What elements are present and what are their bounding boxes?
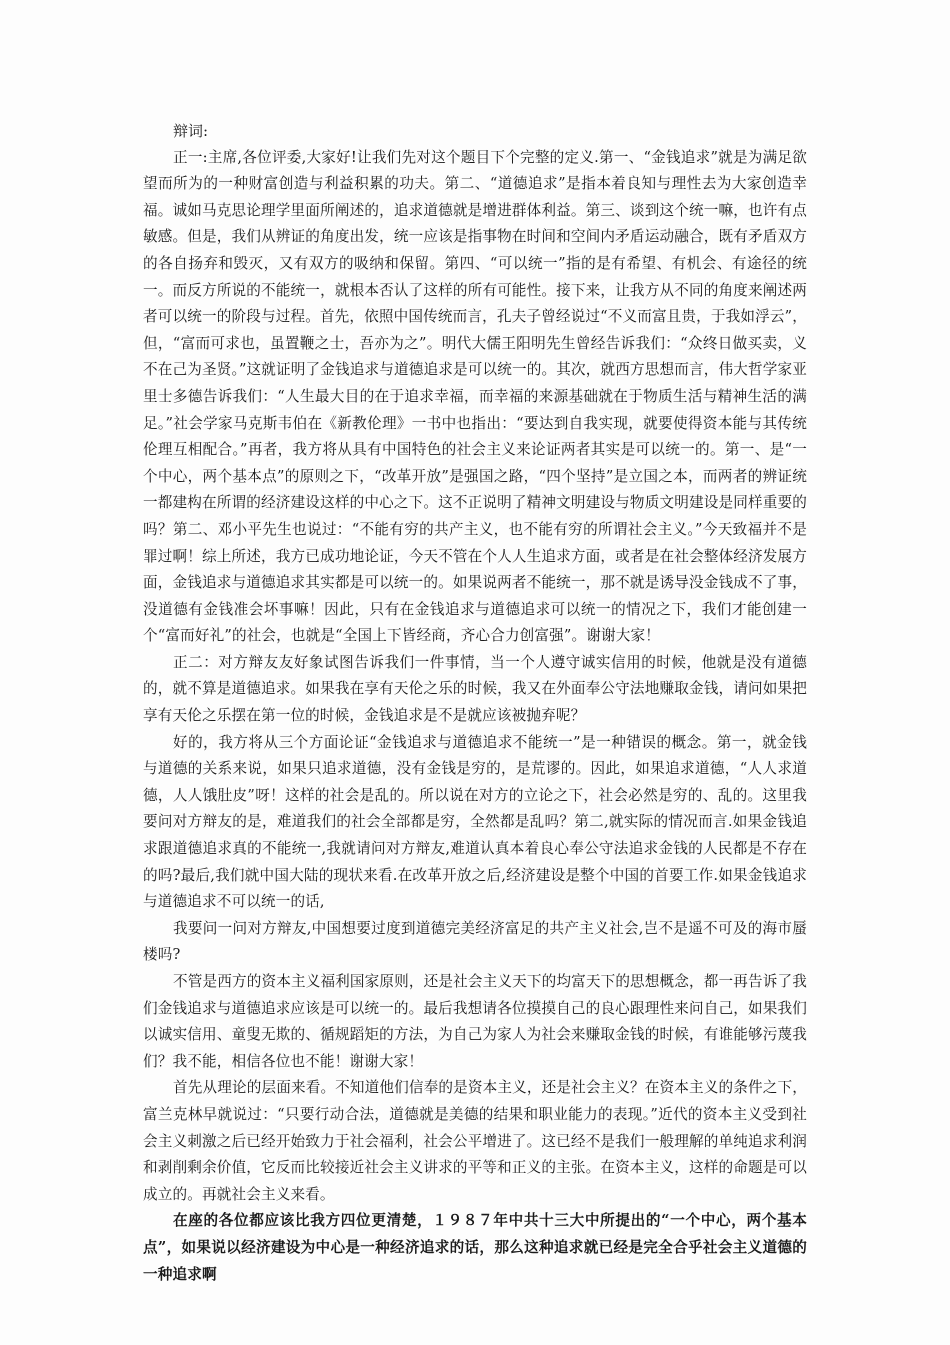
document-body bbox=[143, 118, 807, 1288]
paragraph-6: 首先从理论的层面来看。不知道他们信奉的是资本主义，还是社会主义？在资本主义的条件之下，富兰克林早就说过：“只要行动合法，道德就是美德的结果和职业能力的表现。”近代的资本主义受到社会主义刺激之后已经开始致力于社会福利，社会公平增进了。这已经不是我们一般理解的单纯追求利润和剥削剩余价值，它反而比较接近社会主义讲求的平等和正义的主张。在资本主义，这样的命题是可以成立的。再就社会主义来看。 bbox=[143, 1079, 807, 1203]
paragraph-4: 我要问一问对方辩友,中国想要过度到道德完美经济富足的共产主义社会,岂不是遥不可及的海市蜃楼吗? bbox=[143, 919, 807, 964]
document-heading: 辩词: bbox=[173, 122, 209, 140]
paragraph-7: 在座的各位都应该比我方四位更清楚，１９８７年中共十三大中所提出的“一个中心，两个基本点”，如果说以经济建设为中心是一种经济追求的话，那么这种追求就已经是完全合乎社会主义道德的一种追求啊 bbox=[143, 1212, 807, 1283]
paragraph-3: 好的，我方将从三个方面论证“金钱追求与道德追求不能统一”是一种错误的概念。第一，就金钱与道德的关系来说，如果只追求道德，没有金钱是穷的，是荒谬的。因此，如果追求道德，“人人求道德，人人饿肚皮”呀！这样的社会是乱的。所以说在对方的立论之下，社会必然是穷的、乱的。这里我要问对方辩友的是，难道我们的社会全部都是穷，全然都是乱吗？第二,就实际的情况而言.如果金钱追求跟道德追求真的不能统一,我就请问对方辩友,难道认真本着良心奉公守法追求金钱的人民都是不存在的吗?最后,我们就中国大陆的现状来看.在改革开放之后,经济建设是整个中国的首要工作.如果金钱追求与道德追求不可以统一的话, bbox=[143, 733, 807, 911]
paragraph-5: 不管是西方的资本主义福利国家原则，还是社会主义天下的均富天下的思想概念，都一再告诉了我们金钱追求与道德追求应该是可以统一的。最后我想请各位摸摸自己的良心跟理性来问自己，如果我们以诚实信用、童叟无欺的、循规蹈矩的方法，为自己为家人为社会来赚取金钱的时候，有谁能够污蔑我们？我不能，相信各位也不能！谢谢大家！ bbox=[143, 973, 807, 1070]
paragraph-2: 正二：对方辩友友好象试图告诉我们一件事情，当一个人遵守诚实信用的时候，他就是没有道德的，就不算是道德追求。如果我在享有天伦之乐的时候，我又在外面奉公守法地赚取金钱，请问如果把享有天伦之乐摆在第一位的时候，金钱追求是不是就应该被抛弃呢？ bbox=[143, 653, 807, 725]
paragraph-1: 正一:主席,各位评委,大家好!让我们先对这个题目下个完整的定义.第一、“金钱追求”就是为满足欲望而所为的一种财富创造与利益积累的功夫。第二、“道德追求”是指本着良知与理性去为大家创造幸福。诚如马克思论理学里面所阐述的，追求道德就是增进群体利益。第三、谈到这个统一嘛，也许有点敏感。但是，我们从辨证的角度出发，统一应该是指事物在时间和空间内矛盾运动融合，既有矛盾双方的各自扬弃和毁灭，又有双方的吸纳和保留。第四、“可以统一”指的是有希望、有机会、有途径的统一。而反方所说的不能统一，就根本否认了这样的所有可能性。接下来，让我方从不同的角度来阐述两者可以统一的阶段与过程。首先，依照中国传统而言，孔夫子曾经说过“不义而富且贵，于我如浮云”，但，“富而可求也，虽置鞭之士，吾亦为之”。明代大儒王阳明先生曾经告诉我们：“众终日做买卖，义不在己为圣贤。”这就证明了金钱追求与道德追求是可以统一的。其次，就西方思想而言，伟大哲学家亚里士多德告诉我们：“人生最大目的在于追求幸福，而幸福的来源基础就在于物质生活与精神生活的满足。”社会学家马克斯韦伯在《新教伦理》一书中也指出：“要达到自我实现，就要使得资本能与其传统伦理互相配合。”再者，我方将从具有中国特色的社会主义来论证两者其实是可以统一的。第一、是“一个中心，两个基本点”的原则之下，“改革开放”是强国之路，“四个坚持”是立国之本，而两者的辨证统一都建构在所谓的经济建设这样的中心之下。这不正说明了精神文明建设与物质文明建设是同样重要的吗？第二、邓小平先生也说过：“不能有穷的共产主义，也不能有穷的所谓社会主义。”今天致福并不是罪过啊！综上所述，我方已成功地论证，今天不管在个人人生追求方面，或者是在社会整体经济发展方面，金钱追求与道德追求其实都是可以统一的。如果说两者不能统一，那不就是诱导没金钱成不了事，没道德有金钱准会坏事嘛！因此，只有在金钱追求与道德追求可以统一的情况之下，我们才能创建一个“富而好礼”的社会，也就是“全国上下皆经商，齐心合力创富强”。谢谢大家！ bbox=[143, 148, 807, 645]
